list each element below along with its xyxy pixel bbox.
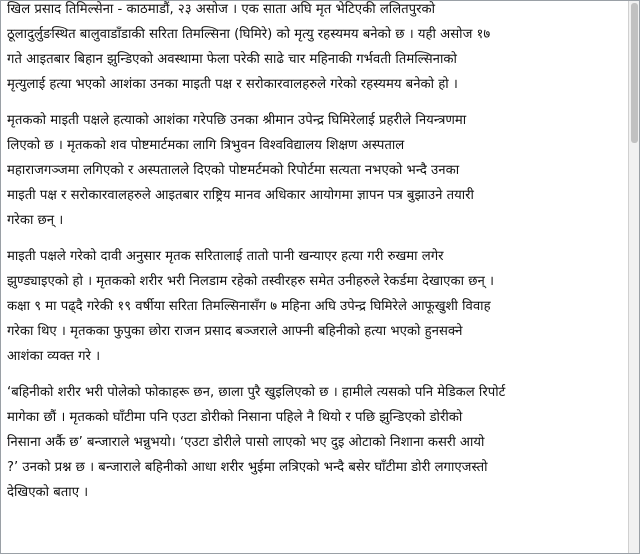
- text-line: निसाना अर्कै छ’ बन्जाराले भन्नुभयो। ‘एउटा डोरीले पासो लाएको भए दुइ ओटाको निशाना कसरी आयो: [7, 435, 485, 450]
- text-line: ‘बहिनीको शरीर भरी पोलेको फोकाहरू छन, छाला पुरै खुइलिएको छ । हामीले त्यसको पनि मेडिकल रिपोर्ट: [7, 385, 506, 400]
- paragraph-2: [7, 108, 623, 233]
- paragraph-3: [7, 244, 623, 369]
- text-line: गरेका थिए । मृतकका फुपुका छोरा राजन प्रसाद बञ्जराले आफ्नी बहिनीको हत्या भएको हुनसक्ने: [7, 324, 463, 339]
- text-line: लिएको छ । मृतकको शव पोष्टमार्टमका लागि त्रिभुवन विश्वविद्यालय शिक्षण अस्पताल: [7, 138, 405, 153]
- paragraph-4: [7, 380, 623, 505]
- text-line: देखिएको बताए ।: [7, 485, 89, 500]
- text-line: ?’ उनको प्रश्न छ । बन्जाराले बहिनीको आधा शरीर भुईमा लत्रिएको भन्दै बसेर घाँटीमा डोरी लगाएजस्तो: [7, 460, 488, 475]
- text-line: ठूलादुर्लुङस्थित बालुवाडाँडाकी सरिता तिमल्सिना (घिमिरे) को मृत्यु रहस्यमय बनेको छ । यही असोज १७: [7, 27, 491, 42]
- text-line: आशंका व्यक्त गरे ।: [7, 349, 101, 364]
- text-line: मृत्युलाई हत्या भएको आशंका उनका माइती पक्ष र सरोकारवालहरुले गरेको रहस्यमय बनेको हो ।: [7, 77, 458, 92]
- text-line: मृतकको माइती पक्षले हत्याको आशंका गरेपछि उनका श्रीमान उपेन्द्र घिमिरेलाई प्रहरीले नियन्त्रणमा: [7, 113, 467, 128]
- text-line: मागेका छौं । मृतकको घाँटीमा पनि एउटा डोरीको निसाना पहिले नै थियो र पछि झुन्डिएको डोरीको: [7, 410, 463, 425]
- text-line: गरेका छन् ।: [7, 213, 64, 228]
- text-line: खिल प्रसाद तिमिल्सेना - काठमाडौं, २३ असोज । एक साता अघि मृत भेटिएकी ललितपुरको: [7, 2, 436, 17]
- text-line: महाराजगञ्जमा लगिएको र अस्पतालले दिएको पोष्टमर्टमको रिपोर्टमा सत्यता नभएको भन्दै उनका: [7, 163, 460, 178]
- vertical-scrollbar[interactable]: [628, 1, 639, 553]
- article-body: [7, 0, 623, 516]
- scrollbar-thumb[interactable]: [631, 3, 638, 143]
- text-line: माइती पक्ष र सरोकारवालहरुले आइतबार राष्ट्रिय मानव अधिकार आयोगमा ज्ञापन पत्र बुझाउने तयारी: [7, 188, 474, 203]
- text-line: माइती पक्षले गरेको दावी अनुसार मृतक सरितालाई तातो पानी खन्याएर हत्या गरी रुखमा लगेर: [7, 249, 444, 264]
- text-line: झुण्ड्याइएको हो । मृतकको शरीर भरी निलडाम रहेको तस्वीरहरु समेत उनीहरुले रेकर्डमा देखाएका छन् ।: [7, 274, 494, 289]
- paragraph-1: [7, 0, 623, 97]
- text-line: गते आइतबार बिहान झुन्डिएको अवस्थामा फेला परेकी साढे चार महिनाकी गर्भवती तिमल्सिनाको: [7, 52, 457, 67]
- text-line: कक्षा ९ मा पढ्दै गरेकी १९ वर्षीया सरिता तिमल्सिनासँग ७ महिना अघि उपेन्द्र घिमिरेले आफूखुशी विवाह: [7, 299, 491, 314]
